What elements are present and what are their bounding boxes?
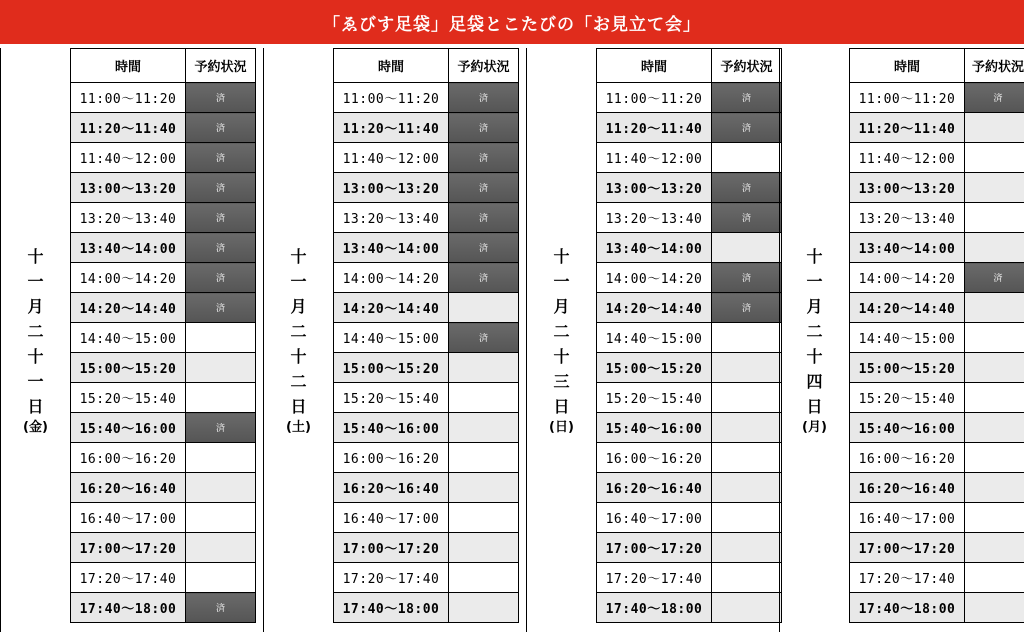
table-row [71, 203, 256, 233]
table-row [597, 353, 782, 383]
status-booked: 済 [186, 203, 256, 233]
table-row [334, 533, 519, 563]
day-label [286, 244, 311, 437]
table-row [850, 473, 1024, 503]
time-slot: 13:20〜13:40 [850, 203, 965, 233]
table-row [334, 233, 519, 263]
time-slot: 11:00〜11:20 [71, 83, 186, 113]
day-label-char: 四 [806, 371, 823, 391]
status-open [186, 473, 256, 503]
time-slot: 16:00〜16:20 [334, 443, 449, 473]
time-slot: 17:20〜17:40 [850, 563, 965, 593]
day-label [23, 244, 48, 437]
day-label-char: 十 [290, 246, 307, 266]
table-header-row [71, 49, 256, 83]
table-row [597, 203, 782, 233]
time-slot: 17:00〜17:20 [71, 533, 186, 563]
table-row [334, 413, 519, 443]
status-booked: 済 [449, 233, 519, 263]
time-slot: 13:40〜14:00 [597, 233, 712, 263]
status-open [965, 113, 1024, 143]
time-slot: 17:40〜18:00 [850, 593, 965, 623]
status-open [186, 503, 256, 533]
time-slot: 17:40〜18:00 [71, 593, 186, 623]
time-slot: 16:20〜16:40 [597, 473, 712, 503]
day-label-char: 月 [553, 296, 570, 316]
table-row [71, 563, 256, 593]
status-open [449, 503, 519, 533]
day-label-char: 二 [806, 321, 823, 341]
status-booked: 済 [965, 83, 1024, 113]
table-row [71, 353, 256, 383]
header-time: 時間 [334, 49, 449, 83]
table-row [597, 503, 782, 533]
table-row [850, 173, 1024, 203]
table-row [597, 323, 782, 353]
table-row [597, 263, 782, 293]
table-row [71, 533, 256, 563]
status-booked: 済 [449, 323, 519, 353]
table-row [597, 233, 782, 263]
table-row [71, 263, 256, 293]
time-slot: 15:40〜16:00 [597, 413, 712, 443]
status-open [965, 593, 1024, 623]
status-open [965, 173, 1024, 203]
status-booked: 済 [965, 263, 1024, 293]
time-slot: 17:40〜18:00 [597, 593, 712, 623]
day-label-char: 二 [27, 321, 44, 341]
schedule-table [596, 48, 782, 623]
time-slot: 16:40〜17:00 [334, 503, 449, 533]
table-row [334, 383, 519, 413]
time-slot: 16:20〜16:40 [71, 473, 186, 503]
status-open [965, 293, 1024, 323]
table-row [71, 413, 256, 443]
table-row [597, 383, 782, 413]
time-slot: 11:20〜11:40 [334, 113, 449, 143]
table-row [334, 173, 519, 203]
table-row [850, 233, 1024, 263]
day-panel [526, 48, 780, 632]
table-row [597, 173, 782, 203]
status-booked: 済 [449, 113, 519, 143]
time-slot: 13:40〜14:00 [850, 233, 965, 263]
time-slot: 14:20〜14:40 [334, 293, 449, 323]
time-slot: 11:20〜11:40 [71, 113, 186, 143]
table-row [334, 563, 519, 593]
status-booked: 済 [186, 83, 256, 113]
day-label-char: 十 [806, 346, 823, 366]
status-open [449, 293, 519, 323]
time-slot: 11:20〜11:40 [850, 113, 965, 143]
time-slot: 14:40〜15:00 [334, 323, 449, 353]
table-row [71, 143, 256, 173]
table-row [71, 173, 256, 203]
time-slot: 15:00〜15:20 [597, 353, 712, 383]
time-slot: 11:00〜11:20 [850, 83, 965, 113]
table-row [71, 113, 256, 143]
time-slot: 17:20〜17:40 [334, 563, 449, 593]
table-row [850, 113, 1024, 143]
table-row [334, 113, 519, 143]
day-label-char: 日 [290, 396, 307, 416]
status-booked: 済 [186, 263, 256, 293]
time-slot: 11:00〜11:20 [334, 83, 449, 113]
table-row [334, 203, 519, 233]
day-label-char: 一 [27, 271, 44, 291]
time-slot: 17:00〜17:20 [334, 533, 449, 563]
time-slot: 11:40〜12:00 [71, 143, 186, 173]
status-booked: 済 [449, 203, 519, 233]
status-open [712, 233, 782, 263]
day-label-char: 日 [806, 396, 823, 416]
status-open [965, 533, 1024, 563]
status-booked: 済 [186, 143, 256, 173]
status-booked: 済 [449, 143, 519, 173]
time-slot: 15:40〜16:00 [71, 413, 186, 443]
table-row [71, 323, 256, 353]
time-slot: 14:20〜14:40 [597, 293, 712, 323]
day-label-char: 月 [806, 296, 823, 316]
status-booked: 済 [712, 113, 782, 143]
status-booked: 済 [712, 173, 782, 203]
table-row [850, 353, 1024, 383]
status-open [449, 593, 519, 623]
table-row [597, 83, 782, 113]
table-row [850, 443, 1024, 473]
table-row [334, 293, 519, 323]
time-slot: 11:40〜12:00 [334, 143, 449, 173]
status-open [712, 143, 782, 173]
time-slot: 16:20〜16:40 [334, 473, 449, 503]
table-row [71, 293, 256, 323]
time-slot: 15:40〜16:00 [850, 413, 965, 443]
time-slot: 15:00〜15:20 [71, 353, 186, 383]
status-open [712, 413, 782, 443]
table-row [597, 533, 782, 563]
time-slot: 13:20〜13:40 [71, 203, 186, 233]
table-row [597, 443, 782, 473]
table-row [71, 383, 256, 413]
status-booked: 済 [186, 173, 256, 203]
table-row [850, 323, 1024, 353]
status-booked: 済 [449, 173, 519, 203]
header-status: 予約状況 [449, 49, 519, 83]
time-slot: 11:00〜11:20 [597, 83, 712, 113]
time-slot: 15:20〜15:40 [850, 383, 965, 413]
time-slot: 14:20〜14:40 [850, 293, 965, 323]
time-slot: 13:00〜13:20 [850, 173, 965, 203]
status-booked: 済 [712, 293, 782, 323]
status-open [965, 323, 1024, 353]
table-row [597, 293, 782, 323]
status-open [965, 413, 1024, 443]
time-slot: 11:40〜12:00 [850, 143, 965, 173]
day-panel [0, 48, 254, 632]
status-open [449, 533, 519, 563]
status-open [186, 383, 256, 413]
time-slot: 13:40〜14:00 [334, 233, 449, 263]
table-row [334, 473, 519, 503]
time-slot: 16:00〜16:20 [850, 443, 965, 473]
time-slot: 13:00〜13:20 [597, 173, 712, 203]
time-slot: 17:00〜17:20 [597, 533, 712, 563]
status-open [965, 233, 1024, 263]
table-row [71, 503, 256, 533]
day-label-char: 一 [290, 271, 307, 291]
status-booked: 済 [186, 293, 256, 323]
table-row [850, 593, 1024, 623]
status-open [186, 323, 256, 353]
time-slot: 16:20〜16:40 [850, 473, 965, 503]
status-open [449, 353, 519, 383]
time-slot: 13:00〜13:20 [334, 173, 449, 203]
time-slot: 17:20〜17:40 [597, 563, 712, 593]
day-label-char: 二 [290, 321, 307, 341]
day-label-char: 十 [27, 346, 44, 366]
table-row [334, 593, 519, 623]
time-slot: 14:20〜14:40 [71, 293, 186, 323]
table-row [850, 563, 1024, 593]
status-booked: 済 [449, 83, 519, 113]
table-row [334, 263, 519, 293]
time-slot: 16:00〜16:20 [597, 443, 712, 473]
time-slot: 16:40〜17:00 [597, 503, 712, 533]
status-open [712, 383, 782, 413]
header-time: 時間 [71, 49, 186, 83]
table-header-row [597, 49, 782, 83]
day-label-char: 十 [27, 246, 44, 266]
day-label-char: 月 [27, 296, 44, 316]
status-open [186, 563, 256, 593]
table-row [597, 593, 782, 623]
time-slot: 15:20〜15:40 [71, 383, 186, 413]
schedule-table [70, 48, 256, 623]
status-open [712, 563, 782, 593]
table-row [850, 413, 1024, 443]
reservation-grid [0, 48, 1024, 632]
day-panel [779, 48, 1024, 632]
status-open [712, 443, 782, 473]
day-label-cell [263, 48, 333, 632]
header-status: 予約状況 [965, 49, 1024, 83]
table-row [850, 293, 1024, 323]
table-row [597, 113, 782, 143]
day-label-cell [526, 48, 596, 632]
schedule-table [333, 48, 519, 623]
status-booked: 済 [712, 263, 782, 293]
day-label-char: 一 [806, 271, 823, 291]
time-slot: 17:40〜18:00 [334, 593, 449, 623]
time-slot: 17:20〜17:40 [71, 563, 186, 593]
day-label-cell [779, 48, 849, 632]
schedule-table [849, 48, 1024, 623]
day-label-char: 日 [553, 396, 570, 416]
table-row [850, 383, 1024, 413]
table-header-row [334, 49, 519, 83]
table-row [850, 503, 1024, 533]
day-label-char: 三 [553, 371, 570, 391]
table-row [334, 143, 519, 173]
time-slot: 16:40〜17:00 [850, 503, 965, 533]
time-slot: 17:00〜17:20 [850, 533, 965, 563]
day-weekday: (土) [286, 419, 311, 435]
status-open [965, 503, 1024, 533]
table-row [71, 83, 256, 113]
table-row [334, 353, 519, 383]
status-open [965, 383, 1024, 413]
time-slot: 16:00〜16:20 [71, 443, 186, 473]
day-label-char: 十 [290, 346, 307, 366]
time-slot: 14:00〜14:20 [850, 263, 965, 293]
day-label-char: 二 [553, 321, 570, 341]
time-slot: 13:20〜13:40 [597, 203, 712, 233]
status-booked: 済 [186, 413, 256, 443]
time-slot: 13:00〜13:20 [71, 173, 186, 203]
status-booked: 済 [186, 593, 256, 623]
status-open [712, 323, 782, 353]
day-weekday: (金) [23, 419, 48, 435]
time-slot: 15:00〜15:20 [334, 353, 449, 383]
time-slot: 11:20〜11:40 [597, 113, 712, 143]
day-weekday: (日) [549, 419, 574, 435]
day-panel [263, 48, 517, 632]
time-slot: 14:00〜14:20 [597, 263, 712, 293]
table-row [850, 263, 1024, 293]
day-weekday: (月) [802, 419, 827, 435]
day-label-char: 十 [553, 246, 570, 266]
time-slot: 13:40〜14:00 [71, 233, 186, 263]
status-open [449, 563, 519, 593]
table-header-row [850, 49, 1024, 83]
status-open [449, 413, 519, 443]
status-open [186, 533, 256, 563]
time-slot: 11:40〜12:00 [597, 143, 712, 173]
time-slot: 14:40〜15:00 [71, 323, 186, 353]
day-label-char: 月 [290, 296, 307, 316]
table-row [334, 83, 519, 113]
table-row [71, 233, 256, 263]
time-slot: 15:40〜16:00 [334, 413, 449, 443]
time-slot: 14:00〜14:20 [71, 263, 186, 293]
status-open [965, 203, 1024, 233]
table-row [71, 593, 256, 623]
status-open [186, 353, 256, 383]
status-open [712, 533, 782, 563]
header-status: 予約状況 [712, 49, 782, 83]
header-time: 時間 [850, 49, 965, 83]
table-row [71, 473, 256, 503]
table-row [597, 473, 782, 503]
day-label [549, 244, 574, 437]
status-open [712, 473, 782, 503]
day-label-cell [0, 48, 70, 632]
status-open [965, 353, 1024, 383]
table-row [334, 503, 519, 533]
table-row [334, 323, 519, 353]
day-label [802, 244, 827, 437]
day-label-char: 十 [553, 346, 570, 366]
table-row [334, 443, 519, 473]
status-booked: 済 [186, 113, 256, 143]
time-slot: 15:20〜15:40 [597, 383, 712, 413]
day-label-char: 一 [553, 271, 570, 291]
status-open [449, 473, 519, 503]
status-open [965, 443, 1024, 473]
time-slot: 15:00〜15:20 [850, 353, 965, 383]
banner-title: 「ゑびす足袋」足袋とこたびの「お見立て会」 [0, 0, 1024, 44]
status-open [965, 473, 1024, 503]
status-booked: 済 [449, 263, 519, 293]
time-slot: 14:40〜15:00 [850, 323, 965, 353]
time-slot: 16:40〜17:00 [71, 503, 186, 533]
status-open [186, 443, 256, 473]
time-slot: 15:20〜15:40 [334, 383, 449, 413]
day-label-char: 二 [290, 371, 307, 391]
status-open [965, 143, 1024, 173]
day-label-char: 一 [27, 371, 44, 391]
status-open [712, 353, 782, 383]
header-status: 予約状況 [186, 49, 256, 83]
status-booked: 済 [712, 83, 782, 113]
table-row [850, 83, 1024, 113]
time-slot: 14:00〜14:20 [334, 263, 449, 293]
status-open [712, 503, 782, 533]
header-time: 時間 [597, 49, 712, 83]
status-open [965, 563, 1024, 593]
table-row [850, 203, 1024, 233]
table-row [597, 413, 782, 443]
status-open [449, 383, 519, 413]
table-row [850, 533, 1024, 563]
table-row [850, 143, 1024, 173]
status-open [449, 443, 519, 473]
time-slot: 13:20〜13:40 [334, 203, 449, 233]
status-booked: 済 [186, 233, 256, 263]
table-row [597, 143, 782, 173]
table-row [597, 563, 782, 593]
status-booked: 済 [712, 203, 782, 233]
status-open [712, 593, 782, 623]
day-label-char: 日 [27, 396, 44, 416]
time-slot: 14:40〜15:00 [597, 323, 712, 353]
table-row [71, 443, 256, 473]
day-label-char: 十 [806, 246, 823, 266]
